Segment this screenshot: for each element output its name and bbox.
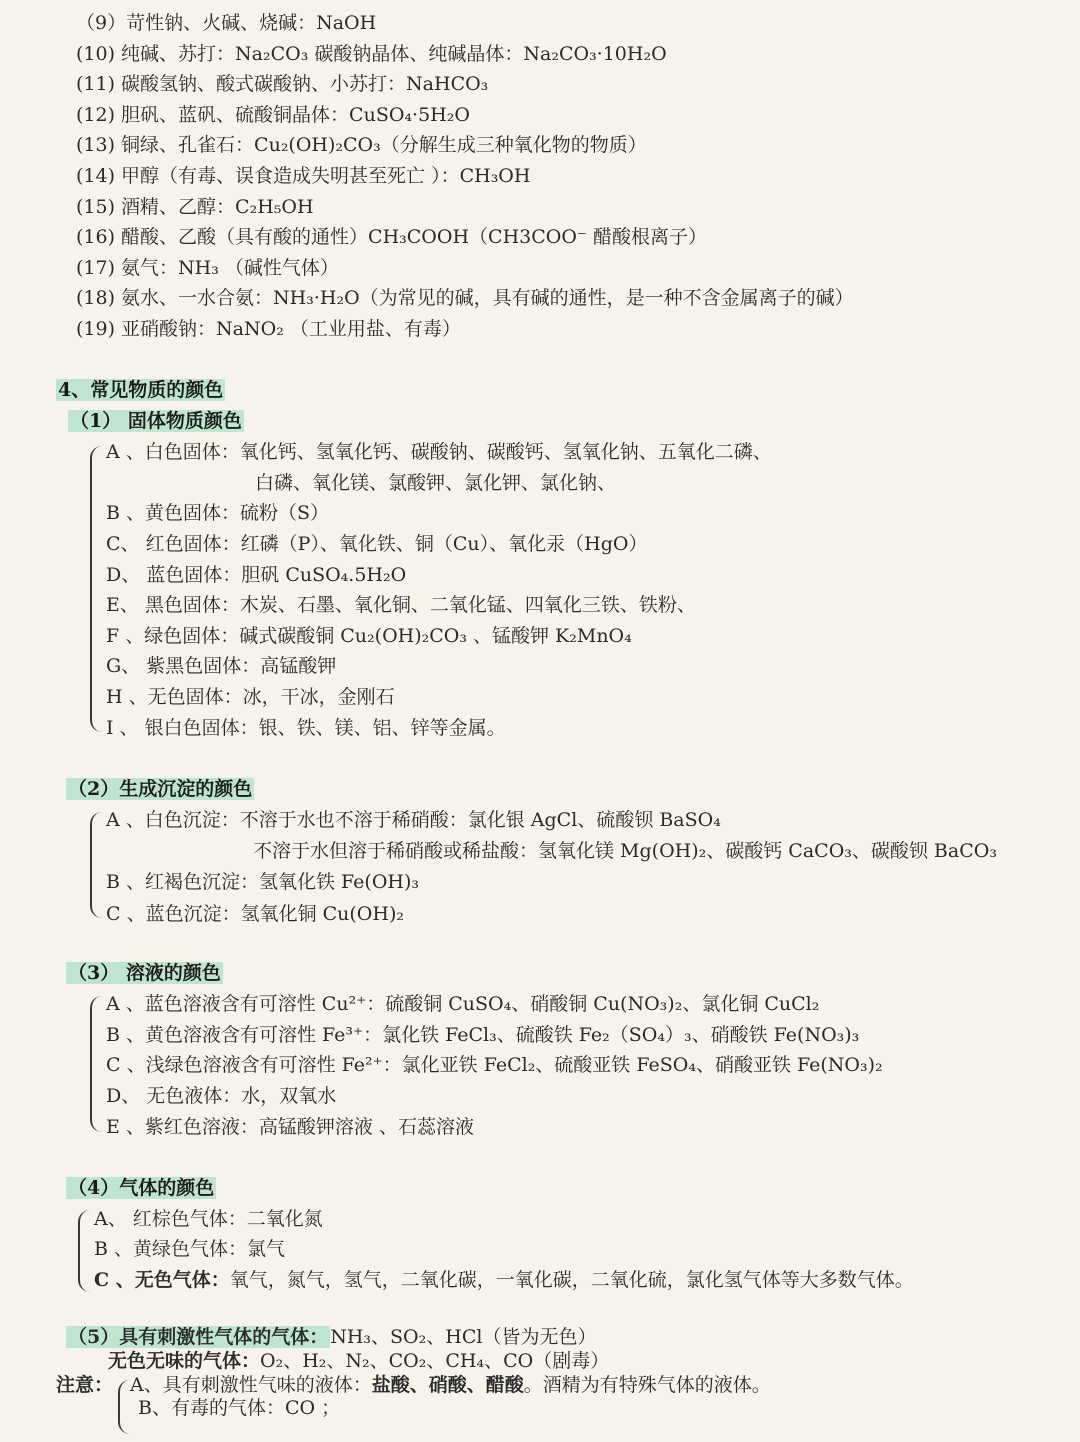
list-item: (12) 胆矾、蓝矾、硫酸铜晶体：CuSO₄·5H₂O: [76, 104, 470, 126]
subsection-title-text: （2）生成沉淀的颜色: [68, 778, 253, 800]
list-item: (14) 甲醇（有毒、误食造成失明甚至死亡 ）：CH₃OH: [76, 165, 531, 187]
odorless-gases-value: O₂、H₂、N₂、CO₂、CH₄、CO（剧毒）: [260, 1350, 610, 1372]
subsection-title-precipitates: [66, 776, 254, 802]
note-item-a-suffix: 。酒精为有特殊气体的液体。: [523, 1374, 771, 1396]
solid-item: G、 紫黑色固体：高锰酸钾: [106, 655, 337, 677]
solution-item: B 、黄色溶液含有可溶性 Fe³⁺：氯化铁 FeCl₃、硫酸铁 Fe₂（SO₄）₃、硝酸铁 Fe(NO₃)₃: [106, 1024, 860, 1046]
solid-item: B 、黄色固体：硫粉（S）: [106, 502, 330, 524]
note-label: 注意：: [56, 1374, 114, 1396]
solution-item: C 、浅绿色溶液含有可溶性 Fe²⁺：氯化亚铁 FeCl₂、硫酸亚铁 FeSO₄、硝酸亚铁 Fe(NO₃)₂: [106, 1054, 883, 1076]
brace: [78, 1210, 90, 1292]
list-item: (10) 纯碱、苏打：Na₂CO₃ 碳酸钠晶体、纯碱晶体：Na₂CO₃·10H₂O: [76, 43, 667, 65]
solid-item: C、 红色固体：红磷（P）、氧化铁、铜（Cu）、氧化汞（HgO）: [106, 533, 648, 555]
note-item-a-bold: 盐酸、硝酸、醋酸: [371, 1374, 524, 1396]
solid-item: E、 黑色固体：木炭、石墨、氧化铜、二氧化锰、四氧化三铁、铁粉、: [106, 594, 696, 616]
brace: [90, 996, 102, 1132]
solution-item: E 、紫红色溶液：高锰酸钾溶液 、石蕊溶液: [106, 1116, 474, 1138]
subsection-title-text: （1） 固体物质颜色: [70, 410, 242, 432]
precipitate-item: 不溶于水但溶于稀硝酸或稀盐酸：氢氧化镁 Mg(OH)₂、碳酸钙 CaCO₃、碳酸钡 BaCO₃: [253, 840, 997, 862]
solid-item: F 、绿色固体：碱式碳酸铜 Cu₂(OH)₂CO₃ 、锰酸钾 K₂MnO₄: [106, 625, 632, 647]
brace: [90, 812, 102, 918]
solution-item: D、 无色液体：水，双氧水: [106, 1085, 337, 1107]
list-item: (19) 亚硝酸钠：NaNO₂ （工业用盐、有毒）: [76, 318, 461, 340]
list-item: (15) 酒精、乙醇：C₂H₅OH: [76, 196, 314, 218]
brace: [90, 446, 102, 732]
note-item-b: B、有毒的气体：CO ；: [138, 1397, 341, 1419]
section-title: [56, 377, 225, 403]
subsection-title-text: （4）气体的颜色: [68, 1177, 215, 1199]
pungent-gases-line: [66, 1324, 596, 1350]
brace: [118, 1380, 130, 1434]
pungent-gases-title: （5）具有刺激性气体的气体：: [68, 1326, 329, 1348]
subsection-title-gases: [66, 1175, 216, 1201]
gas-item: B 、黄绿色气体：氯气: [94, 1238, 286, 1260]
solid-item: D、 蓝色固体：胆矾 CuSO₄.5H₂O: [106, 564, 407, 586]
list-item: (13) 铜绿、孔雀石：Cu₂(OH)₂CO₃（分解生成三种氧化物的物质）: [76, 134, 647, 156]
subsection-title-solutions: [66, 960, 223, 986]
solution-item: A 、蓝色溶液含有可溶性 Cu²⁺：硫酸铜 CuSO₄、硝酸铜 Cu(NO₃)₂、氯化铜 CuCl₂: [106, 993, 820, 1015]
solid-item: H 、无色固体：冰，干冰，金刚石: [106, 686, 395, 708]
solid-item: I 、 银白色固体：银、铁、镁、铝、锌等金属。: [106, 717, 506, 739]
subsection-title-text: （3） 溶液的颜色: [68, 962, 221, 984]
section-title-text: 4、常见物质的颜色: [58, 379, 224, 401]
list-item: (17) 氨气：NH₃ （碱性气体）: [76, 257, 339, 279]
precipitate-item: C 、蓝色沉淀：氢氧化铜 Cu(OH)₂: [106, 903, 404, 925]
gas-item-value: 氧气，氮气，氢气，二氧化碳，一氧化碳，二氧化硫，氯化氢气体等大多数气体。: [229, 1269, 914, 1291]
note-item-a-prefix: A、具有刺激性气味的液体：: [130, 1374, 372, 1396]
subsection-title-solids: [68, 408, 244, 434]
list-item: (16) 醋酸、乙酸（具有酸的通性）CH₃COOH（CH3COO⁻ 醋酸根离子）: [76, 226, 707, 248]
odorless-gases-line: [108, 1348, 609, 1374]
precipitate-item: B 、红褐色沉淀：氢氧化铁 Fe(OH)₃: [106, 871, 420, 893]
precipitate-item: A 、白色沉淀：不溶于水也不溶于稀硝酸：氯化银 AgCl、硫酸钡 BaSO₄: [106, 809, 721, 831]
gas-item: [94, 1267, 914, 1293]
gas-item-label: C 、无色气体：: [94, 1269, 230, 1291]
list-item: (11) 碳酸氢钠、酸式碳酸钠、小苏打：NaHCO₃: [76, 73, 489, 95]
solid-item: 白磷、氧化镁、氯酸钾、氯化钾、氯化钠、: [255, 472, 617, 494]
gas-item: A、 红棕色气体：二氧化氮: [94, 1208, 323, 1230]
pungent-gases-value: NH₃、SO₂、HCl（皆为无色）: [330, 1326, 597, 1348]
solid-item: A 、白色固体：氧化钙、氢氧化钙、碳酸钠、碳酸钙、氢氧化钠、五氧化二磷、: [106, 441, 772, 463]
odorless-gases-label: 无色无味的气体：: [108, 1350, 261, 1372]
list-item: (18) 氨水、一水合氨：NH₃·H₂O（为常见的碱，具有碱的通性，是一种不含金属离子的碱）: [76, 287, 854, 309]
list-item: （9）苛性钠、火碱、烧碱：NaOH: [76, 12, 377, 34]
